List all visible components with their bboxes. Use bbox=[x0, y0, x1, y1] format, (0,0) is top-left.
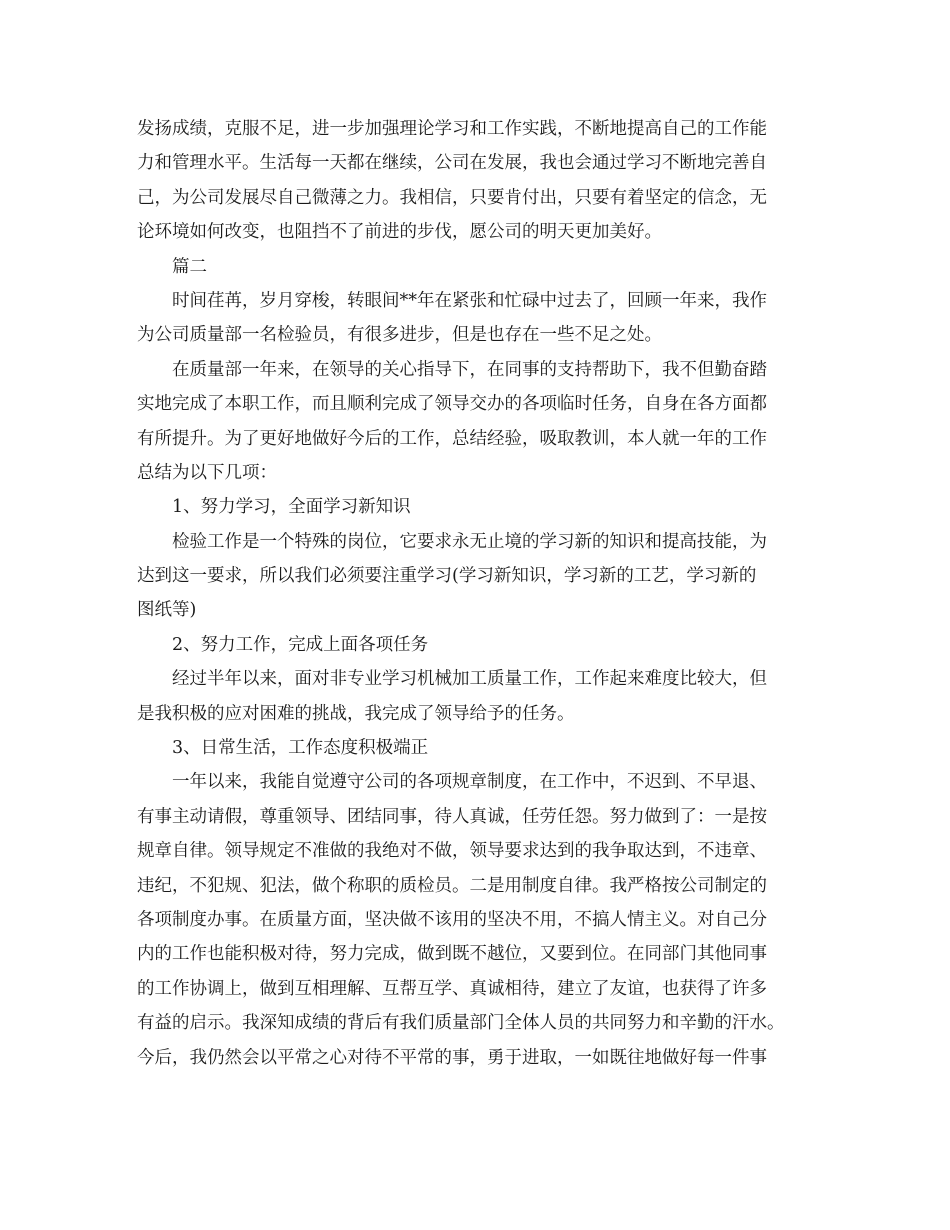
text-line: 规章自律。领导规定不准做的我绝对不做，领导要求达到的我争取达到，不违章、 bbox=[137, 841, 767, 862]
text-line: 篇二 bbox=[172, 256, 207, 277]
text-line: 图纸等) bbox=[137, 600, 197, 621]
text-line: 今后，我仍然会以平常之心对待不平常的事，勇于进取，一如既往地做好每一件事 bbox=[137, 1047, 767, 1068]
text-line: 力和管理水平。生活每一天都在继续，公司在发展，我也会通过学习不断地完善自 bbox=[137, 153, 767, 174]
text-line: 违纪，不犯规、犯法，做个称职的质检员。二是用制度自律。我严格按公司制定的 bbox=[137, 875, 767, 896]
text-line: 的工作协调上，做到互相理解、互帮互学、真诚相待，建立了友谊，也获得了许多 bbox=[137, 978, 767, 999]
text-line: 2、努力工作，完成上面各项任务 bbox=[172, 634, 429, 655]
text-line: 有所提升。为了更好地做好今后的工作，总结经验，吸取教训，本人就一年的工作 bbox=[137, 428, 767, 449]
text-line: 总结为以下几项： bbox=[137, 462, 277, 483]
text-line: 达到这一要求，所以我们必须要注重学习(学习新知识，学习新的工艺，学习新的 bbox=[137, 566, 757, 587]
text-line: 为公司质量部一名检验员，有很多进步，但是也存在一些不足之处。 bbox=[137, 325, 662, 346]
text-line: 检验工作是一个特殊的岗位，它要求永无止境的学习新的知识和提高技能，为 bbox=[172, 531, 767, 552]
text-line: 1、努力学习，全面学习新知识 bbox=[172, 497, 411, 518]
text-line: 是我积极的应对困难的挑战，我完成了领导给予的任务。 bbox=[137, 703, 575, 724]
text-line: 各项制度办事。在质量方面，坚决做不该用的坚决不用，不搞人情主义。对自己分 bbox=[137, 909, 767, 930]
text-line: 3、日常生活，工作态度积极端正 bbox=[172, 738, 429, 759]
text-line: 时间荏苒，岁月穿梭，转眼间**年在紧张和忙碌中过去了，回顾一年来，我作 bbox=[172, 290, 767, 311]
document-body bbox=[137, 112, 827, 1075]
text-line: 己，为公司发展尽自己微薄之力。我相信，只要肯付出，只要有着坚定的信念，无 bbox=[137, 187, 767, 208]
text-line: 论环境如何改变，也阻挡不了前进的步伐，愿公司的明天更加美好。 bbox=[137, 222, 662, 243]
text-line: 一年以来，我能自觉遵守公司的各项规章制度，在工作中，不迟到、不早退、 bbox=[172, 772, 767, 793]
text-line: 实地完成了本职工作，而且顺利完成了领导交办的各项临时任务，自身在各方面都 bbox=[137, 394, 767, 415]
text-line: 内的工作也能积极对待，努力完成，做到既不越位，又要到位。在同部门其他同事 bbox=[137, 944, 767, 965]
text-line: 在质量部一年来，在领导的关心指导下，在同事的支持帮助下，我不但勤奋踏 bbox=[172, 359, 767, 380]
text-line: 有益的启示。我深知成绩的背后有我们质量部门全体人员的共同努力和辛勤的汗水。 bbox=[137, 1013, 785, 1034]
text-line: 发扬成绩，克服不足，进一步加强理论学习和工作实践，不断地提高自己的工作能 bbox=[137, 119, 767, 139]
text-line: 经过半年以来，面对非专业学习机械加工质量工作，工作起来难度比较大，但 bbox=[172, 669, 767, 690]
text-line: 有事主动请假，尊重领导、团结同事，待人真诚，任劳任怨。努力做到了：一是按 bbox=[137, 806, 767, 827]
